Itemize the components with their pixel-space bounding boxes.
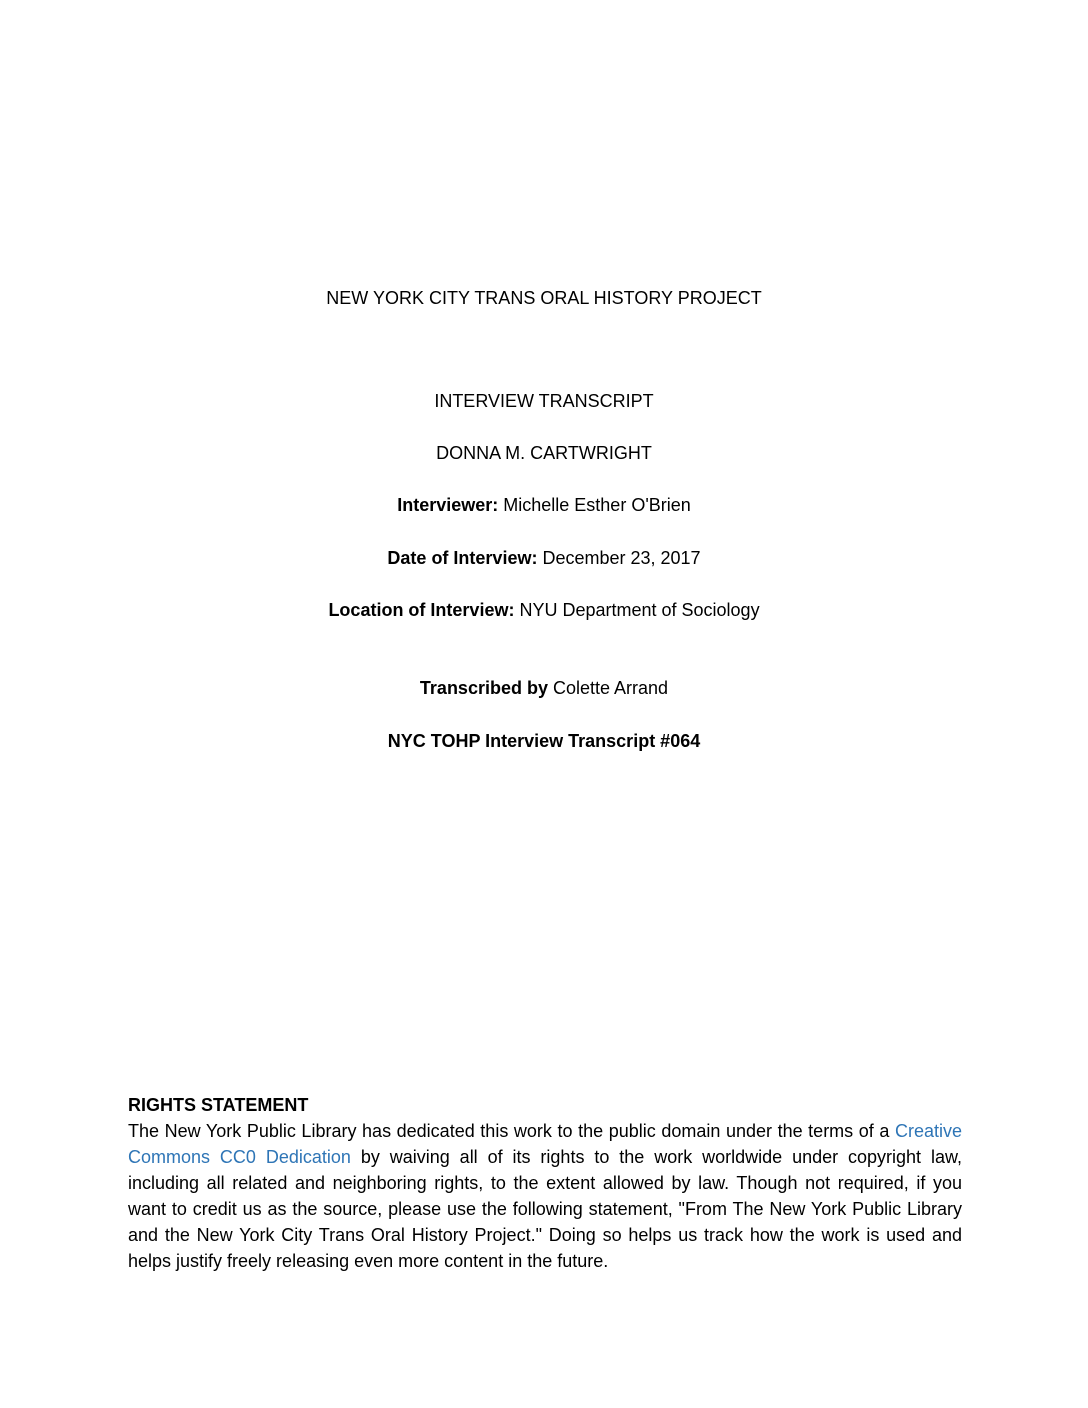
narrator-name (0, 441, 1088, 465)
transcribed-value: Colette Arrand (547, 678, 669, 698)
document-type-text: INTERVIEW TRANSCRIPT (434, 391, 654, 411)
transcribed-label: Transcribed by (419, 678, 548, 698)
interviewer-label: Interviewer: (397, 495, 499, 515)
date-value: December 23, 2017 (537, 548, 701, 568)
transcript-id-text: NYC TOHP Interview Transcript #064 (387, 731, 701, 751)
transcript-id (0, 729, 1088, 753)
rights-body (128, 1118, 962, 1274)
location-line (0, 598, 1088, 622)
date-label: Date of Interview: (387, 548, 538, 568)
location-label: Location of Interview: (328, 600, 515, 620)
rights-text-after-link: by waiving all of its rights to the work worldwide under copyright law, including all related and neighboring rights, to the extent allowed by law. Though not required, if you want to credit us as the source, please use the following statement, "From The New York Public Library and the New York City Trans Oral History Project." Doing so helps us track how the work is used and helps justify freely releasing even more content in the future. (128, 1147, 962, 1271)
transcribed-line (0, 676, 1088, 700)
cc0-dedication-link[interactable]: Creative Commons CC0 Dedication (128, 1121, 962, 1167)
interviewer-line (0, 493, 1088, 517)
rights-statement (128, 1092, 962, 1274)
narrator-name-text: DONNA M. CARTWRIGHT (436, 443, 652, 463)
interviewer-value: Michelle Esther O'Brien (498, 495, 691, 515)
document-type (0, 389, 1088, 413)
rights-heading: RIGHTS STATEMENT (128, 1095, 309, 1115)
project-title-text: NEW YORK CITY TRANS ORAL HISTORY PROJECT (326, 288, 762, 308)
rights-text-before-link: The New York Public Library has dedicated this work to the public domain under the terms of a (128, 1121, 895, 1141)
project-title (0, 286, 1088, 310)
location-value: NYU Department of Sociology (514, 600, 760, 620)
date-line (0, 546, 1088, 570)
